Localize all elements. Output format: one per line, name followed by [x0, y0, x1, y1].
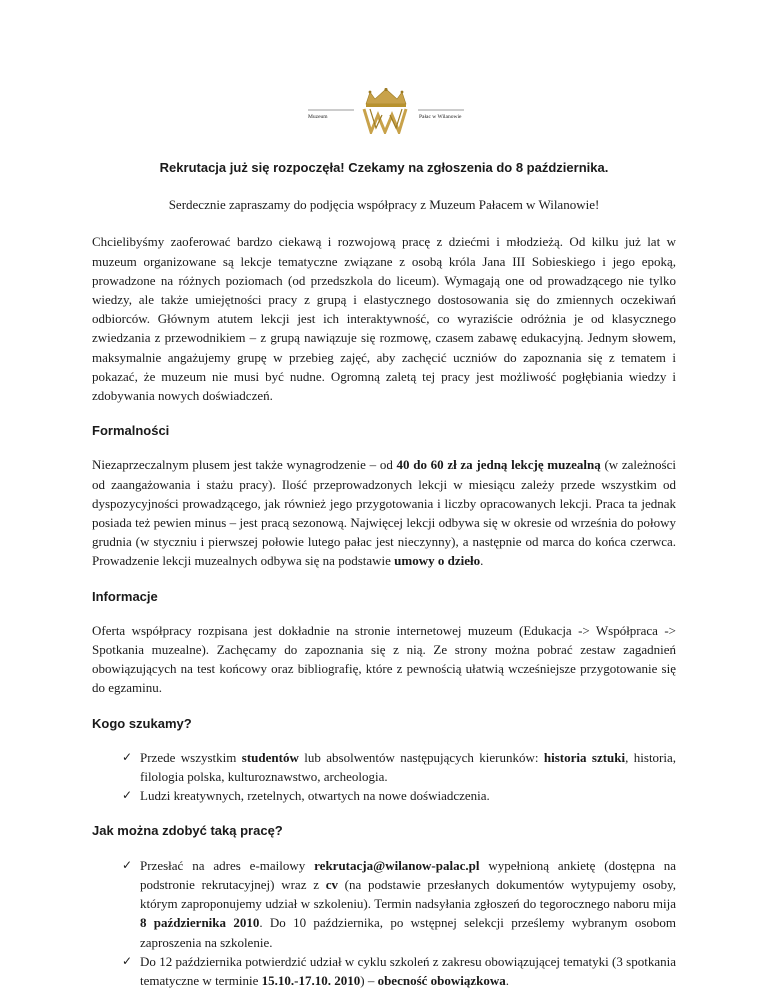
text-run: . Do 10 października, po wstępnej selekcji prześlemy wybranym osobom zaproszenia na szkolenie.: [140, 915, 676, 950]
text-run: Ludzi kreatywnych, rzetelnych, otwartych na nowe doświadczenia.: [140, 788, 490, 804]
section-heading-jak-zdobyc: Jak można zdobyć taką pracę?: [92, 823, 283, 839]
bold-run: cv: [325, 876, 338, 892]
logo-right-text: Pałac w Wilanowie: [419, 114, 462, 120]
deadline-date: 8 października 2010: [140, 915, 260, 931]
checkmark-icon: ✓: [121, 857, 133, 872]
text-run: , historia, filologia polska, kulturoznawstwo, archeologia.: [140, 749, 677, 785]
museum-logo: [308, 88, 464, 134]
list-item: [92, 748, 676, 786]
checkmark-icon: ✓: [121, 953, 133, 968]
list-item: [92, 786, 676, 805]
text-run: Do 12 października potwierdzić udział w cyklu szkoleń z zakresu obowiązującej tematyki (3 spotkania tematyczne w terminie: [140, 953, 676, 988]
text-run: Niezaprzeczalnym plusem jest także wynagrodzenie – od: [92, 457, 397, 473]
text-run: (na podstawie przesłanych dokumentów wytypujemy osoby, którym zaproponujemy udział w szkoleniu). Termin nadsyłania zgłoszeń do tegorocznego naboru mija: [140, 876, 677, 912]
bold-run: historia sztuki: [543, 749, 626, 765]
training-dates: 15.10.-17.10. 2010: [261, 972, 361, 988]
email-address: rekrutacja@wilanow-palac.pl: [314, 857, 480, 873]
text-run: ) –: [360, 972, 378, 988]
section-heading-informacje: Informacje: [92, 588, 158, 604]
text-run: Przede wszystkim: [140, 749, 242, 765]
document-body: [92, 158, 676, 1006]
bold-run: studentów: [241, 749, 299, 765]
headline: Rekrutacja już się rozpoczęła! Czekamy na zgłoszenia do 8 października.: [159, 160, 609, 175]
formalnosci-paragraph: [92, 455, 676, 570]
text-run: Przesłać na adres e-mailowy: [140, 857, 315, 873]
checkmark-icon: ✓: [121, 788, 133, 803]
text-run: wypełnioną ankietę (dostępna na podstronie rekrutacyjnej) wraz z: [140, 857, 676, 892]
wilanow-crown-logo-icon: [308, 88, 464, 134]
logo-left-text: Muzeum: [308, 114, 328, 120]
section-heading-kogo-szukamy: Kogo szukamy?: [92, 715, 192, 731]
list-item: [92, 952, 676, 990]
jak-list: [92, 856, 676, 990]
list-item: [92, 856, 676, 952]
mandatory-attendance: obecność obowiązkowa: [377, 972, 506, 988]
informacje-paragraph: Oferta współpracy rozpisana jest dokładnie na stronie internetowej muzeum (Edukacja -> Współpraca -> Spotkania muzealne). Zachęcamy do zapoznania się z nią. Ze strony można pobrać zestaw zagadnień obowiązujących na test końcowy oraz bibliografię, które z pewnością ułatwią wcześniejsze przygotowanie się do egzaminu.: [92, 622, 676, 696]
text-run: .: [505, 972, 510, 988]
section-heading-formalnosci: Formalności: [92, 423, 170, 439]
kogo-list: [92, 748, 676, 806]
text-run: .: [480, 553, 484, 569]
checkmark-icon: ✓: [121, 749, 133, 764]
contract-type-highlight: umowy o dzieło: [394, 553, 481, 569]
salary-highlight: 40 do 60 zł za jedną lekcję muzealną: [396, 457, 601, 473]
text-run: (w zależności od zaangażowania i stażu pracy). Ilość przeprowadzonych lekcji w miesiącu zależy przede wszystkim od dyspozycyjności prowadzącego, jak również jego przygotowania i liczby opracowanych lekcji. Praca ta jednak posiada też pewien minus – jest pracą sezonową. Najwięcej lekcji odbywa się w okresie od września do połowy grudnia (w styczniu i pierwszej połowie lutego pałac jest nieczynny), a następnie od marca do końca czerwca. Prowadzenie lekcji muzealnych odbywa się na podstawie: [92, 457, 676, 569]
invitation-line: Serdecznie zapraszamy do podjęcia współpracy z Muzeum Pałacem w Wilanowie!: [168, 197, 600, 213]
text-run: lub absolwentów następujących kierunków:: [298, 749, 544, 765]
intro-paragraph: Chcielibyśmy zaoferować bardzo ciekawą i rozwojową pracę z dziećmi i młodzieżą. Od kilku już lat w muzeum organizowane są lekcje tematyczne związane z osobą króla Jana III Sobieskiego i jego epoką, prowadzone na różnych poziomach (od przedszkola do liceum). Wymagają one od prowadzącego nie tylko wiedzy, ale także umiejętności pracy z grupą i elastycznego dostosowania się do zmiennych oczekiwań odbiorców. Głównym atutem lekcji jest ich interaktywność, co wyraziście odróżnia je od klasycznego zwiedzania z przewodnikiem – z grupą nawiązuje się rozmowę, czasem zabawę edukacyjną. Jednym słowem, maksymalnie angażujemy grupę w przebieg zajęć, aby zachęcić uczniów do zapoznania się z tematem i pokazać, że muzeum nie musi być nudne. Ogromną zaletą tej pracy jest możliwość pogłębiania wiedzy i zdobywania nowych doświadczeń.: [92, 234, 676, 404]
